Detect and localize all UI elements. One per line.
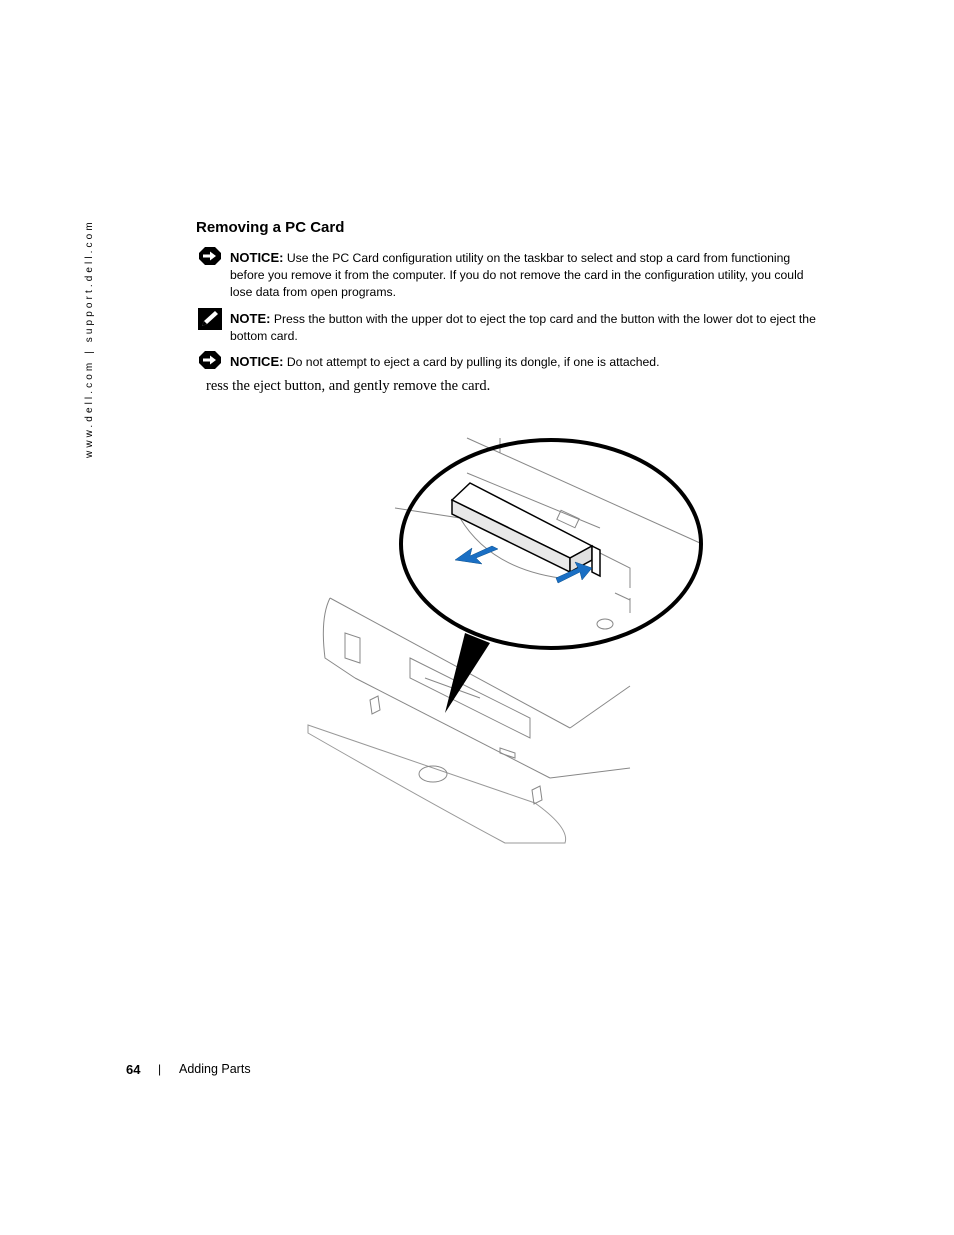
- footer-separator: |: [158, 1062, 162, 1076]
- notice-icon: [198, 350, 222, 370]
- notice-text: Use the PC Card configuration utility on the taskbar to select and stop a card from functioning before you remove it from the computer. If you do not remove the card in the configuration utility, you could lose data from open programs.: [230, 251, 804, 299]
- pencil-icon: [198, 308, 222, 330]
- notice-label: NOTICE:: [230, 354, 284, 369]
- page-number: 64: [126, 1062, 141, 1077]
- notice-block: [230, 249, 820, 301]
- notice-block: [230, 353, 820, 371]
- section-title: Removing a PC Card: [196, 219, 345, 236]
- pc-card-removal-illustration: [300, 428, 710, 848]
- footer-section: Adding Parts: [179, 1062, 251, 1076]
- notice-icon: [198, 246, 222, 266]
- notice-label: NOTICE:: [230, 250, 284, 265]
- notice-text: Do not attempt to eject a card by pulling its dongle, if one is attached.: [286, 355, 660, 369]
- note-text: Press the button with the upper dot to eject the top card and the button with the lower dot to eject the bottom card.: [230, 312, 816, 343]
- note-block: [230, 310, 820, 345]
- sidebar-url: www.dell.com | support.dell.com: [84, 219, 95, 458]
- step-text: ress the eject button, and gently remove the card.: [206, 378, 491, 394]
- note-label: NOTE:: [230, 311, 271, 326]
